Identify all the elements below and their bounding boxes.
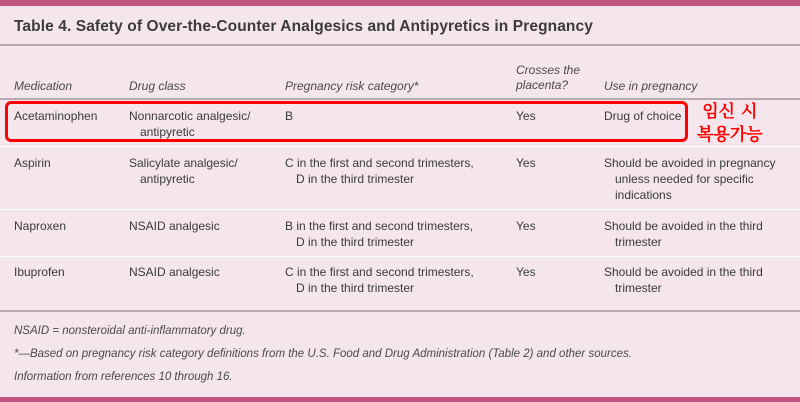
row-ibuprofen-use-line1: Should be avoided in the third (604, 265, 763, 279)
row-aspirin-crosses: Yes (516, 156, 536, 170)
header-risk-category: Pregnancy risk category* (285, 79, 419, 93)
row-ibuprofen-use (604, 264, 763, 296)
header-crosses-line1: Crosses the (516, 63, 581, 77)
row-aspirin-class-line1: Salicylate analgesic/ (129, 156, 238, 170)
highlight-box (5, 101, 688, 142)
row-acetaminophen-class-line1: Nonnarcotic analgesic/ (129, 109, 251, 123)
header-crosses-placenta (516, 63, 580, 93)
row-aspirin-use-line1: Should be avoided in pregnancy (604, 156, 776, 170)
row-aspirin-use (604, 155, 775, 203)
row-naproxen-risk-line2: D in the third trimester (296, 235, 415, 249)
row-naproxen-use-line1: Should be avoided in the third (604, 219, 763, 233)
table-bottom-rule (0, 310, 800, 312)
row-acetaminophen-crosses: Yes (516, 109, 536, 123)
row-aspirin-risk-line1: C in the first and second trimesters, (285, 156, 474, 170)
row-divider (0, 256, 800, 257)
row-ibuprofen-risk-line1: C in the first and second trimesters, (285, 265, 474, 279)
row-ibuprofen-medication: Ibuprofen (14, 265, 65, 279)
row-naproxen-risk-line1: B in the first and second trimesters, (285, 219, 474, 233)
row-acetaminophen-risk: B (285, 109, 294, 123)
row-acetaminophen-medication: Acetaminophen (14, 109, 98, 123)
row-naproxen-use (604, 218, 763, 250)
table-title: Table 4. Safety of Over-the-Counter Analgesics and Antipyretics in Pregnancy (14, 18, 593, 35)
annotation-line2: 복용가능 (697, 125, 763, 145)
row-ibuprofen-use-line2: trimester (615, 281, 662, 295)
row-divider (0, 146, 800, 147)
row-ibuprofen-risk-line2: D in the third trimester (296, 281, 415, 295)
row-aspirin-medication: Aspirin (14, 156, 51, 170)
footnote-references: Information from references 10 through 16. (14, 371, 233, 383)
bottom-accent-bar (0, 397, 800, 402)
row-aspirin-use-line3: indications (615, 188, 672, 202)
header-drug-class: Drug class (129, 79, 186, 93)
row-naproxen-risk (285, 218, 473, 250)
row-aspirin-class-line2: antipyretic (140, 172, 195, 186)
row-divider (0, 209, 800, 210)
title-rule (0, 44, 800, 46)
row-ibuprofen-risk (285, 264, 474, 296)
row-aspirin-risk-line2: D in the third trimester (296, 172, 415, 186)
row-aspirin-risk (285, 155, 474, 187)
header-use-in-pregnancy: Use in pregnancy (604, 79, 698, 93)
korean-annotation (697, 101, 763, 147)
footnote-risk-definition: *—Based on pregnancy risk category definitions from the U.S. Food and Drug Administration (Table 2) and other sources. (14, 348, 632, 360)
row-ibuprofen-class: NSAID analgesic (129, 265, 220, 279)
row-acetaminophen-use: Drug of choice (604, 109, 682, 123)
row-aspirin-class (129, 155, 238, 187)
header-medication: Medication (14, 79, 73, 93)
footnote-nsaid: NSAID = nonsteroidal anti-inflammatory drug. (14, 325, 246, 337)
header-crosses-line2: placenta? (516, 78, 569, 92)
row-aspirin-use-line2: unless needed for specific (615, 172, 754, 186)
top-accent-bar (0, 0, 800, 6)
row-ibuprofen-crosses: Yes (516, 265, 536, 279)
row-acetaminophen-class-line2: antipyretic (140, 125, 195, 139)
header-rule (0, 98, 800, 100)
annotation-line1: 임신 시 (702, 102, 758, 122)
row-naproxen-crosses: Yes (516, 219, 536, 233)
row-naproxen-class: NSAID analgesic (129, 219, 220, 233)
row-naproxen-use-line2: trimester (615, 235, 662, 249)
row-naproxen-medication: Naproxen (14, 219, 67, 233)
